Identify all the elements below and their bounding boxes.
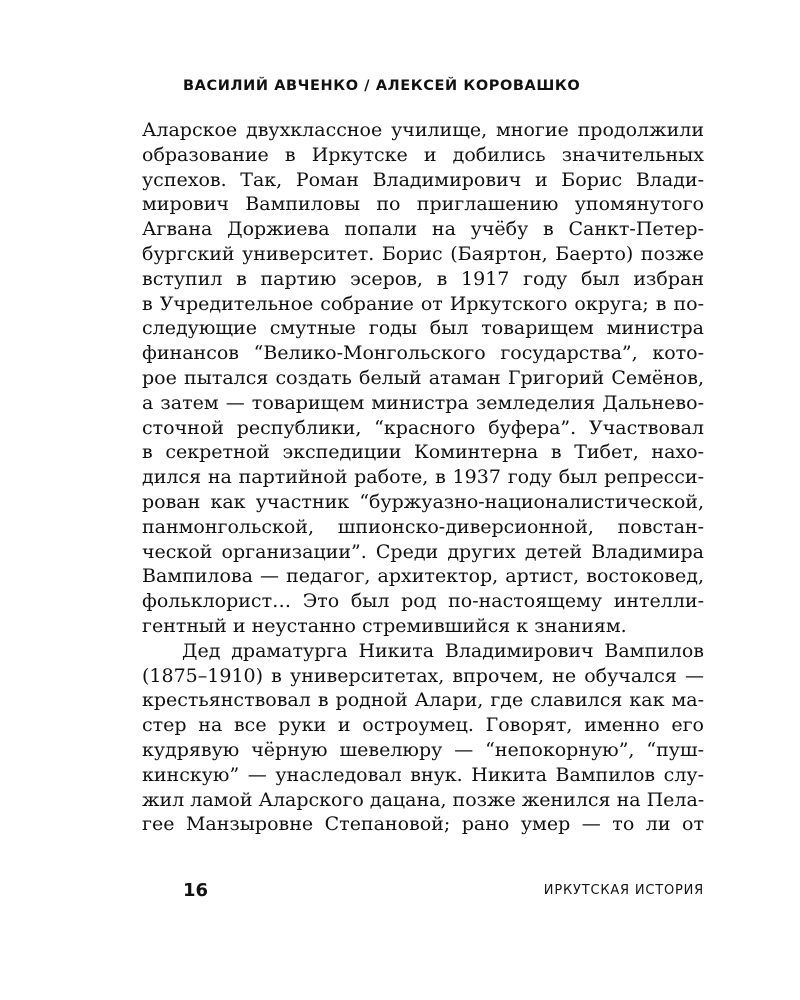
text-line: (1875–1910) в университетах, впрочем, не обучался — xyxy=(142,664,704,687)
text-line: жил ламой Аларского дацана, позже женился на Пела- xyxy=(142,788,705,811)
text-line: а затем — товарищем министра земледелия Дальнево- xyxy=(142,391,704,414)
text-line: вступил в партию эсеров, в 1917 году был избран xyxy=(142,267,704,290)
text-line: в секретной экспедиции Коминтерна в Тибет, нахо- xyxy=(142,441,704,464)
text-line: бургский университет. Борис (Баяртон, Баерто) позже xyxy=(142,242,704,265)
body-text xyxy=(142,118,704,837)
text-line: рое пытался создать белый атаман Григорий Семёнов, xyxy=(142,366,704,389)
running-header-authors: ВАСИЛИЙ АВЧЕНКО / АЛЕКСЕЙ КОРОВАШКО xyxy=(183,78,581,94)
text-line: крестьянствовал в родной Алари, где славился как ма- xyxy=(142,689,704,712)
text-line: кудрявую чёрную шевелюру — “непокорную”, “пуш- xyxy=(142,738,704,761)
running-footer-title: ИРКУТСКАЯ ИСТОРИЯ xyxy=(543,883,704,898)
text-line: фольклорист… Это был род по-настоящему интелли- xyxy=(142,590,704,613)
text-line: сточной республики, “красного буфера”. Участвовал xyxy=(142,416,704,439)
text-line: рован как участник “буржуазно-националистической, xyxy=(142,490,704,513)
text-line: успехов. Так, Роман Владимирович и Борис Влади- xyxy=(142,168,704,191)
text-line: Вампилова — педагог, архитектор, артист, востоковед, xyxy=(142,565,704,588)
text-line: Аларское двухклассное училище, многие продолжили xyxy=(142,119,704,141)
text-line: образование в Иркутске и добились значительных xyxy=(142,143,704,166)
text-line: панмонгольской, шпионско-диверсионной, повстан- xyxy=(142,515,704,538)
text-line: Агвана Доржиева попали на учёбу в Санкт-Петер- xyxy=(142,218,704,241)
text-line: гее Манзыровне Степановой; рано умер — то ли от xyxy=(142,813,704,836)
text-line: стер на все руки и остроумец. Говорят, именно его xyxy=(142,714,704,737)
text-line: в Учредительное собрание от Иркутского округа; в по- xyxy=(142,292,704,315)
text-line: кинскую” — унаследовал внук. Никита Вампилов слу- xyxy=(142,763,704,786)
text-line: гентный и неустанно стремившийся к знаниям. xyxy=(142,614,627,637)
text-line: дился на партийной работе, в 1937 году был репресси- xyxy=(142,466,704,489)
page-number: 16 xyxy=(183,880,209,901)
text-line: ческой организации”. Среди других детей Владимира xyxy=(142,540,704,563)
text-line: мирович Вампиловы по приглашению упомянутого xyxy=(142,193,704,216)
text-line: финансов “Велико-Монгольского государства”, кото- xyxy=(142,342,704,365)
text-line-paragraph-start: Дед драматурга Никита Владимирович Вампилов xyxy=(182,639,704,662)
text-line: следующие смутные годы был товарищем министра xyxy=(142,317,704,340)
